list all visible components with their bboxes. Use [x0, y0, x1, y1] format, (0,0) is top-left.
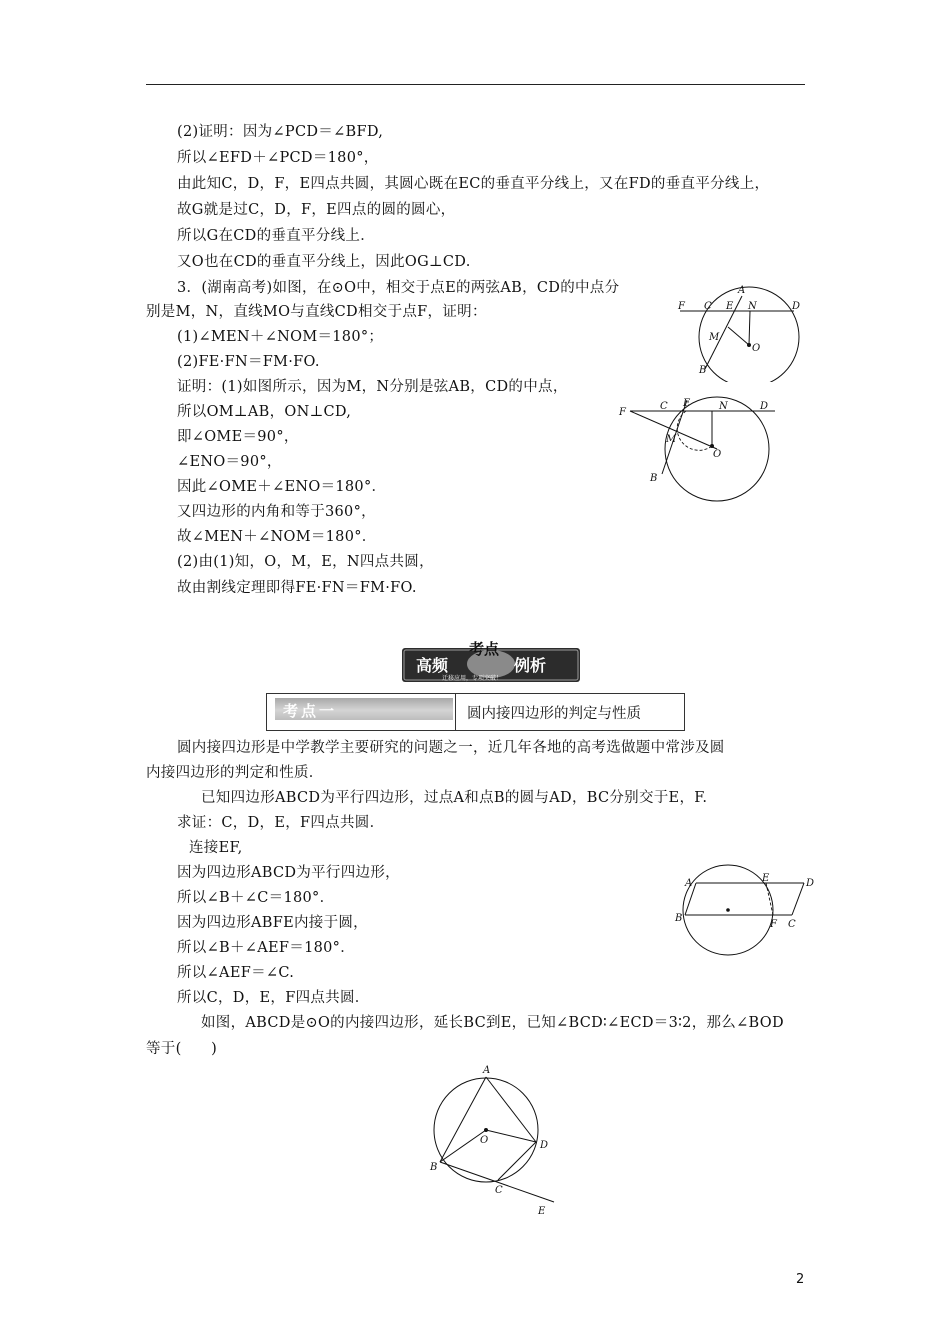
text-line: 证明：(1)如图所示，因为M，N分别是弦AB，CD的中点， [177, 379, 568, 395]
fig1-label-d: D [792, 301, 801, 312]
text-line: 连接EF, [189, 840, 243, 856]
fig4-label-o: O [480, 1135, 489, 1146]
fig1-label-o: O [752, 343, 761, 354]
section-banner [402, 636, 580, 684]
text-line: ∠ENO＝90°， [177, 454, 282, 470]
fig3-label-c: C [788, 919, 796, 930]
text-line: 所以∠EFD＋∠PCD＝180°， [177, 150, 379, 166]
text-line: 所以C，D，E，F四点共圆． [177, 990, 370, 1006]
figure-cyclic-quadrilateral [426, 1059, 566, 1219]
fig1-label-e: E [726, 301, 734, 312]
fig4-label-c: C [495, 1185, 503, 1196]
fig3-label-f: F [770, 919, 777, 930]
text-line: (2)证明：因为∠PCD＝∠BFD, [177, 124, 384, 140]
fig2-label-f: F [619, 407, 626, 418]
banner-tagline: 迁移应用，专项突破！ [442, 675, 503, 682]
fig1-label-c: C [704, 301, 712, 312]
fig4-label-e: E [538, 1206, 546, 1217]
text-line: 圆内接四边形是中学教学主要研究的问题之一，近几年各地的高考选做题中常涉及圆 [177, 740, 725, 756]
fig2-label-e: E [683, 398, 691, 409]
fig4-label-d: D [540, 1140, 549, 1151]
fig2-label-m: M [666, 434, 677, 445]
text-line: 故G就是过C，D，F，E四点的圆的圆心， [177, 202, 456, 218]
fig1-label-f: F [678, 301, 685, 312]
text-line: 又O也在CD的垂直平分线上，因此OG⊥CD. [177, 254, 471, 270]
text-line: (2)FE·FN＝FM·FO. [177, 354, 320, 370]
fig2-label-d: D [760, 401, 769, 412]
text-line: 3．(湖南高考)如图，在⊙O中，相交于点E的两弦AB，CD的中点分 [177, 280, 620, 296]
fig2-label-b: B [650, 473, 658, 484]
fig3-label-a: A [685, 878, 693, 889]
fig3-label-b: B [675, 913, 683, 924]
text-line: 求证：C，D，E，F四点共圆． [177, 815, 385, 831]
banner-right: 例析 [514, 656, 547, 675]
text-line: (2)由(1)知，O，M，E，N四点共圆， [177, 554, 434, 570]
fig1-label-a: A [738, 285, 746, 296]
text-line: 所以G在CD的垂直平分线上． [177, 228, 376, 244]
fig3-label-e: E [762, 873, 770, 884]
fig1-label-b: B [699, 365, 707, 376]
text-line: 已知四边形ABCD为平行四边形，过点A和点B的圆与AD，BC分别交于E，F. [201, 790, 708, 806]
fig2-label-o: O [713, 449, 722, 460]
fig3-label-d: D [806, 878, 815, 889]
fig2-label-c: C [660, 401, 668, 412]
text-line: 所以∠B＋∠AEF＝180°． [177, 940, 355, 956]
text-line: 如图，ABCD是⊙O的内接四边形，延长BC到E，已知∠BCD∶∠ECD＝3∶2，那么∠BOD [201, 1015, 784, 1031]
text-line: 所以OM⊥AB，ON⊥CD, [177, 404, 352, 420]
fig1-label-m: M [709, 332, 720, 343]
figure-circle-chords-2 [615, 394, 775, 510]
text-line: 因为四边形ABCD为平行四边形， [177, 865, 400, 881]
text-line: 等于( ) [146, 1041, 218, 1057]
fig1-label-n: N [748, 301, 757, 312]
fig4-label-b: B [430, 1162, 438, 1173]
text-line: 故∠MEN＋∠NOM＝180°． [177, 529, 377, 545]
text-line: 即∠OME＝90°， [177, 429, 299, 445]
fig2-label-n: N [719, 401, 728, 412]
section-header [266, 693, 685, 731]
figure-circle-chords-1 [672, 282, 812, 382]
banner-left: 高频 [416, 656, 449, 675]
text-line: 又四边形的内角和等于360°， [177, 504, 376, 520]
text-line: 内接四边形的判定和性质． [146, 765, 324, 781]
text-line: 故由割线定理即得FE·FN＝FM·FO. [177, 580, 417, 596]
text-line: 因此∠OME＋∠ENO＝180°． [177, 479, 387, 495]
text-line: 由此知C，D，F，E四点共圆，其圆心既在EC的垂直平分线上，又在FD的垂直平分线上， [177, 176, 770, 192]
text-line: 所以∠AEF＝∠C. [177, 965, 295, 981]
fig4-label-a: A [483, 1065, 491, 1076]
banner-top: 考点 [469, 640, 500, 658]
page-number: 2 [796, 1272, 805, 1287]
section-title: 圆内接四边形的判定与性质 [467, 706, 641, 722]
text-line: 别是M，N，直线MO与直线CD相交于点F，证明： [146, 304, 487, 320]
header-rule [146, 84, 805, 85]
section-tag: 考点一 [275, 698, 453, 720]
figure-parallelogram-circle [672, 864, 818, 966]
text-line: (1)∠MEN＋∠NOM＝180°； [177, 329, 384, 345]
text-line: 因为四边形ABFE内接于圆， [177, 915, 368, 931]
text-line: 所以∠B＋∠C＝180°． [177, 890, 335, 906]
